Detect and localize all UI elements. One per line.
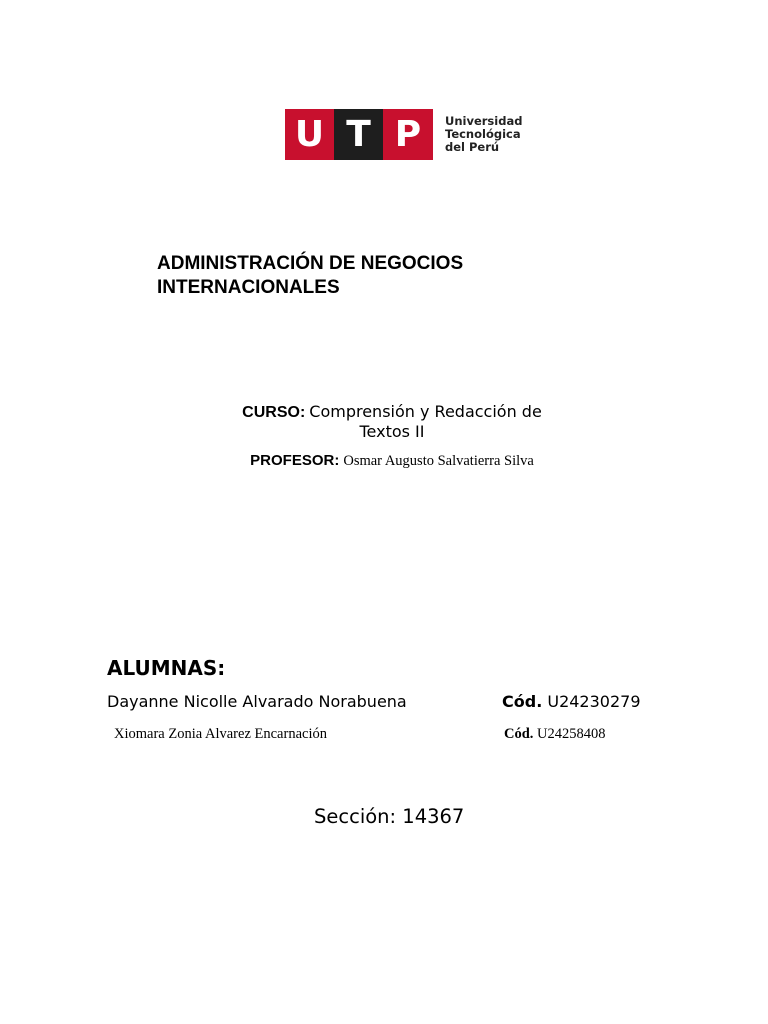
student-code-value: U24258408 bbox=[537, 726, 606, 742]
career-title-line: INTERNACIONALES bbox=[157, 277, 340, 298]
course-info bbox=[240, 402, 544, 442]
professor-info bbox=[242, 452, 542, 470]
student-code bbox=[502, 692, 641, 712]
student-code-value: U24230279 bbox=[547, 692, 641, 711]
professor-label: PROFESOR: bbox=[250, 452, 340, 469]
logo-letter-p: P bbox=[383, 109, 433, 160]
course-label: CURSO: bbox=[242, 404, 306, 421]
student-name: Xiomara Zonia Alvarez Encarnación bbox=[114, 726, 327, 742]
utp-logo bbox=[285, 109, 522, 160]
student-code-label: Cód. bbox=[504, 726, 534, 742]
logo-letter-t: T bbox=[334, 109, 383, 160]
logo-letter-u: U bbox=[285, 109, 334, 160]
logo-university-name bbox=[445, 115, 522, 154]
logo-name-line: Universidad bbox=[445, 114, 523, 128]
student-code bbox=[504, 725, 606, 743]
student-name: Dayanne Nicolle Alvarado Norabuena bbox=[107, 692, 407, 711]
professor-name: Osmar Augusto Salvatierra Silva bbox=[343, 453, 534, 469]
career-title-line: ADMINISTRACIÓN DE NEGOCIOS bbox=[157, 253, 464, 274]
students-heading: ALUMNAS: bbox=[107, 656, 226, 680]
logo-name-line: del Perú bbox=[445, 140, 500, 154]
section-number: Sección: 14367 bbox=[314, 805, 465, 828]
logo-name-line: Tecnológica bbox=[445, 127, 521, 141]
career-title bbox=[157, 252, 463, 300]
course-name: Comprensión y Redacción de Textos II bbox=[309, 402, 542, 441]
student-code-label: Cód. bbox=[502, 692, 543, 711]
